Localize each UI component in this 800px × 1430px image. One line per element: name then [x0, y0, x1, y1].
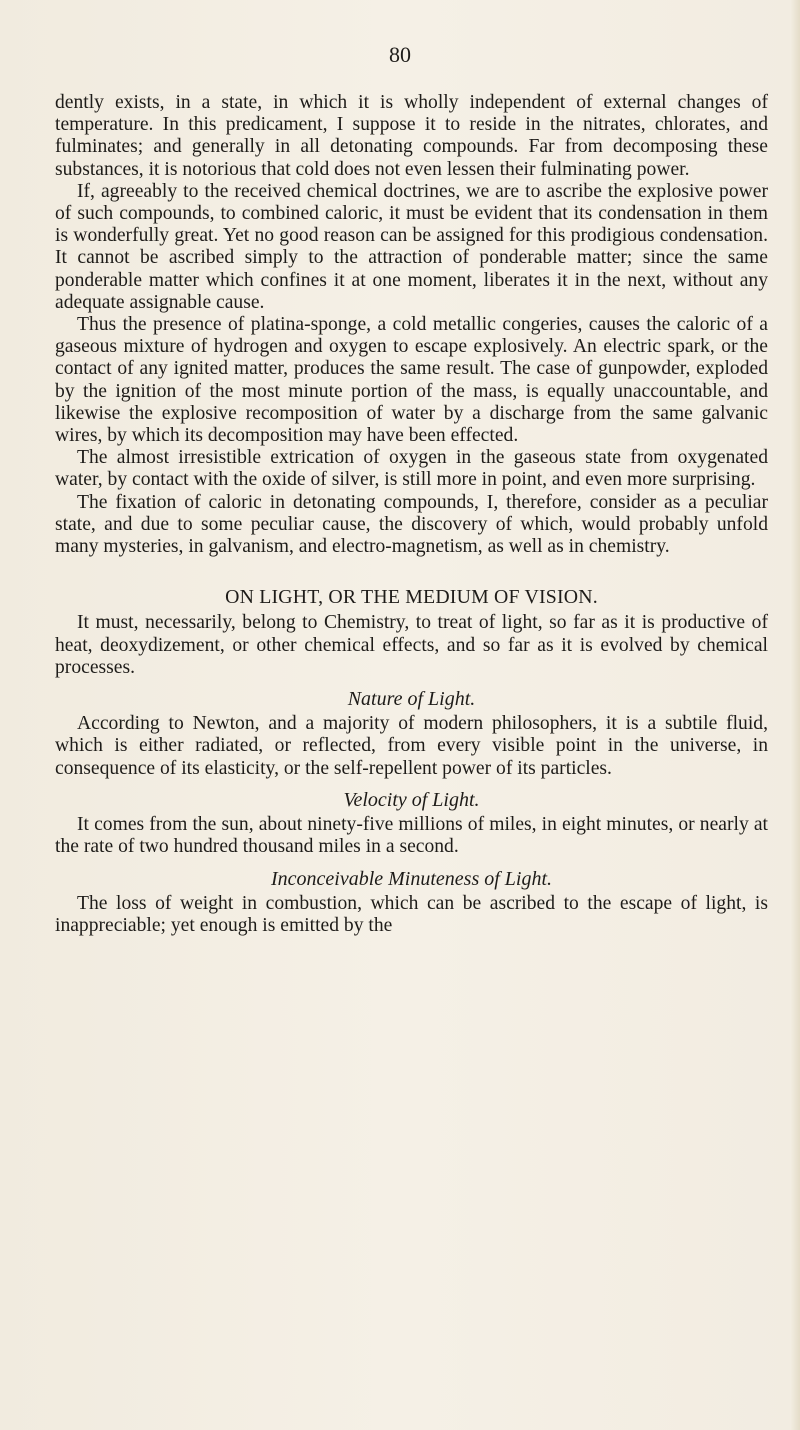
page-number: 80	[389, 42, 411, 67]
subsection-text: It comes from the sun, about ninety-five millions of miles, in eight minutes, or nearly at the rate of two hundred thousand miles in a second.	[55, 814, 768, 858]
paragraph: Thus the presence of platina-sponge, a cold metallic congeries, causes the caloric of a gaseous mixture of hydrogen and oxygen to escape explosively. An electric spark, or the contact of any ignited matter, produces the same result. The case of gunpowder, exploded by the ignition of the most minute portion of the mass, is equally unaccountable, and likewise the explosive recomposition of water by a discharge from the same galvanic wires, by which its decomposition may have been effected.	[55, 314, 768, 447]
section-intro: It must, necessarily, belong to Chemistry, to treat of light, so far as it is productive of heat, deoxydizement, or other chemical effects, and so far as it is evolved by chemical processes.	[55, 612, 768, 678]
section-heading: ON LIGHT, OR THE MEDIUM OF VISION.	[225, 586, 598, 609]
page-body	[55, 92, 768, 937]
paragraph: If, agreeably to the received chemical doctrines, we are to ascribe the explosive power of such compounds, to combined caloric, it must be evident that its condensation in them is wonderfully great. Yet no good reason can be assigned for this prodigious condensation. It cannot be ascribed simply to the attraction of ponderable matter; since the same ponderable matter which confines it at one moment, liberates it in the next, without any adequate assignable cause.	[55, 180, 768, 313]
page-edge-shadow	[790, 0, 800, 1430]
subsection-title: Inconceivable Minuteness of Light.	[270, 867, 553, 890]
paragraph: The fixation of caloric in detonating compounds, I, therefore, consider as a peculiar state, and due to some peculiar cause, the discovery of which, would probably unfold many mysteries, in galvanism, and electro-magnetism, as well as in chemistry.	[55, 491, 768, 558]
subsection-text: According to Newton, and a majority of modern philosophers, it is a subtile fluid, which is either radiated, or reflected, from every visible point in the universe, in consequence of its elasticity, or the self-repellent power of its particles.	[55, 713, 768, 779]
paragraph: The almost irresistible extrication of oxygen in the gaseous state from oxygenated water, by contact with the oxide of silver, is still more in point, and even more surprising.	[55, 447, 768, 491]
subsection-title: Velocity of Light.	[343, 788, 480, 811]
paragraph: dently exists, in a state, in which it is wholly independent of external changes of temperature. In this predicament, I suppose it to reside in the nitrates, chlorates, and fulminates; and generally in all detonating compounds. Far from decomposing these substances, it is notorious that cold does not even lessen their fulminating power.	[55, 92, 768, 180]
subsection-title: Nature of Light.	[347, 688, 476, 711]
subsection-text: The loss of weight in combustion, which can be ascribed to the escape of light, is inappreciable; yet enough is emitted by the	[55, 892, 768, 936]
